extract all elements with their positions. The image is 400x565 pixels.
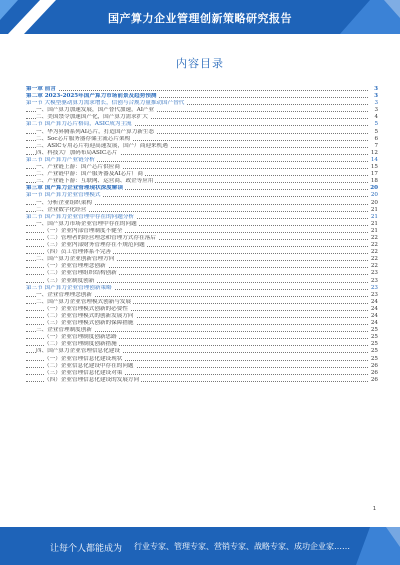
toc-entry-page: 20 [370,192,378,199]
toc-entry[interactable] [26,171,378,178]
toc-entry[interactable] [26,235,378,242]
toc-entry-page: 26 [370,362,378,369]
toc-entry-page: 24 [370,305,378,312]
toc-entry[interactable] [26,377,378,384]
toc-entry[interactable] [26,356,378,363]
toc-entry-title: （二）企业信息化建设中存在的问题 [44,362,134,369]
toc-entry-page: 22 [370,263,378,270]
toc-entry-title: （三）企业制度创新 [44,277,95,284]
toc-entry-page: 24 [370,313,378,319]
toc-entry-title: （一）企业管理信息化建设现状 [44,355,123,362]
toc-entry[interactable] [26,249,378,256]
toc-entry-page: 15 [370,164,378,171]
toc-entry[interactable] [26,370,378,377]
toc-entry-title: 三、企业管理制度创新 [36,327,92,334]
toc-entry[interactable] [26,150,378,157]
toc-entry[interactable] [26,299,378,306]
toc-entry-title: （二）管理者的经营理念和管理方式存在落后 [44,234,156,241]
toc-entry[interactable] [26,93,378,100]
toc-entry-page: 21 [370,220,378,227]
toc-entry[interactable] [26,86,378,93]
toc-entry-page: 3 [374,107,378,114]
toc-entry[interactable] [26,348,378,355]
toc-entry-title: 第一章 前言 [26,86,56,92]
toc-entry[interactable] [26,129,378,136]
toc-entry[interactable] [26,320,378,327]
toc-entry-page: 4 [374,114,378,121]
toc-entry-title: 一、国产算力加速发展，国产替代加速，AI产业 [36,107,155,114]
toc-entry[interactable] [26,242,378,249]
toc-entry-title: （四）企业管理信息化建设的发展方向 [44,376,140,383]
toc-entry[interactable] [26,341,378,348]
report-title: 国产算力企业管理创新策略研究报告 [108,12,292,25]
toc-entry[interactable] [26,121,378,128]
toc-entry-page: 26 [370,369,378,376]
toc-entry-title: （二）企业管理模式的创新发展方向 [44,313,134,319]
toc-entry[interactable] [26,214,378,221]
toc-entry-page: 25 [370,327,378,334]
toc-entry[interactable] [26,327,378,334]
toc-entry[interactable] [26,285,378,292]
toc-entry-title: 第二章 2023-2025年国产算力市场前景及趋势预测 [26,93,157,100]
footer-bar [0,527,400,565]
toc-entry[interactable] [26,278,378,285]
toc-entry-title: 一、企业管理理念创新 [36,291,92,298]
toc-entry-page: 12 [370,149,378,156]
toc-entry-page: 7 [374,142,378,149]
toc-entry-page: 26 [370,376,378,383]
toc-entry-page: 24 [370,298,378,305]
toc-entry[interactable] [26,192,378,199]
toc-entry-page: 25 [370,334,378,341]
footer-brand: 让每个人都能成为 [50,544,123,554]
toc-entry-title: 一、华为昇腾系列AI芯片，打造国产算力新生态 [36,128,155,135]
toc-entry-page: 22 [370,249,378,256]
toc-entry[interactable] [26,157,378,164]
toc-entry-page: 22 [370,256,378,263]
toc-entry[interactable] [26,185,378,192]
toc-leader-dots [26,90,368,91]
toc-entry-title: （二）企业管理制度创新措施 [44,341,117,348]
toc-entry-page: 5 [374,128,378,135]
toc-entry[interactable] [26,256,378,263]
toc-entry-title: 二、企业数字化经营 [36,206,87,213]
toc-entry-title: 二、产业链中游：国产服务器及AI芯片厂商 [36,171,143,178]
toc-entry-page: 25 [370,341,378,348]
table-of-contents [26,86,378,384]
toc-entry-page: 23 [370,291,378,298]
toc-entry-page: 24 [370,320,378,327]
toc-entry[interactable] [26,228,378,235]
toc-entry-title: 四、科技大厂加码布局ASIC芯片 [36,149,118,156]
page-number: 1 [372,506,376,512]
toc-entry-page: 3 [374,93,378,100]
toc-entry-page: 21 [370,213,378,220]
toc-entry-title: （一）企业管理制度创新思路 [44,334,117,341]
toc-entry-title: （三）企业管理模式创新的保障措施 [44,320,134,327]
toc-entry-page: 21 [370,206,378,213]
toc-entry-page: 22 [370,234,378,241]
toc-entry[interactable] [26,334,378,341]
toc-entry-title: 四、国产算力企业管理信息化建设 [36,348,120,355]
toc-entry-title: （一）企业管理理念创新 [44,263,106,270]
toc-entry-page: 6 [374,135,378,142]
toc-entry-page: 21 [370,227,378,234]
toc-entry-page: 23 [370,284,378,291]
toc-entry[interactable] [26,143,378,150]
footer-slogan: 行业专家、管理专家、营销专家、战略专家、成功企业家…… [134,542,350,551]
toc-entry[interactable] [26,313,378,320]
toc-entry-page: 20 [370,199,378,206]
toc-entry-page: 3 [374,86,378,92]
toc-entry-page: 14 [370,156,378,163]
toc-entry[interactable] [26,306,378,313]
toc-entry-page: 25 [370,348,378,355]
toc-entry[interactable] [26,292,378,299]
toc-entry-title: 第三章 国产算力企业管理现状深度解读 [26,185,124,192]
toc-entry[interactable] [26,207,378,214]
toc-entry-title: 一、产业链上游：国产芯片供应商 [36,164,120,171]
toc-entry-page: 25 [370,355,378,362]
toc-entry-page: 23 [370,270,378,277]
toc-entry-title: 三、产业链下游：互联网、运营商、政企等应用 [36,178,154,185]
footer-right-decoration [356,527,400,565]
toc-entry-page: 3 [374,100,378,107]
toc-entry-title: （一）企业管理模式创新的必要性 [44,305,128,312]
toc-entry-title: （一）企业内部管理制度不健全 [44,227,123,234]
toc-entry[interactable] [26,107,378,114]
toc-entry-title: 二、美国禁令加速国产化，国产算力需求扩大 [36,114,148,121]
toc-heading: 内容目录 [176,57,224,70]
toc-entry-title: 第二节 国产算力企业管理中存在的问题分析 [26,213,135,220]
toc-entry[interactable] [26,200,378,207]
toc-entry-title: 二、Soc芯片服务器存储主流芯片架构 [36,135,131,142]
toc-entry-title: 第一节 国产算力企业管理模式 [26,192,101,199]
toc-entry-page: 20 [370,185,378,192]
toc-entry[interactable] [26,270,378,277]
toc-entry[interactable] [26,114,378,121]
toc-entry-title: 第三节 国产算力企业管理创新策略 [26,284,112,291]
toc-entry[interactable] [26,221,378,228]
toc-entry-title: 二、国产算力企业创新管理方向 [36,256,115,263]
toc-entry-title: 二、国产算力企业管理模式创新与发展 [36,298,132,305]
toc-entry[interactable] [26,363,378,370]
toc-entry-title: 第三节 国产算力产业链分析 [26,156,95,163]
toc-entry[interactable] [26,263,378,270]
toc-entry-title: （四）员工管理体系不完善 [44,249,112,256]
toc-entry-page: 22 [370,242,378,249]
toc-entry-page: 23 [370,277,378,284]
toc-entry-title: 三、ASIC专用芯片将迎高速发展，国产厂商迎来机遇 [36,142,168,149]
toc-entry[interactable] [26,100,378,107]
toc-entry-title: （二）企业管理组织结构创新 [44,270,117,277]
toc-entry-title: 一、分析企业组织架构 [36,199,92,206]
toc-entry[interactable] [26,136,378,143]
toc-entry-title: 第一节 大模型驱动算力需求增长，信创与合规力量推动国产替代 [26,100,185,107]
toc-entry-page: 18 [370,178,378,185]
toc-entry[interactable] [26,178,378,185]
toc-entry-title: （三）企业管理信息化建设对策 [44,369,123,376]
toc-entry-page: 5 [374,121,378,128]
toc-entry-title: （三）企业内部财务管理存在不规范问题 [44,242,145,249]
toc-entry-title: 一、国产算力市场企业管理中存在的问题 [36,220,137,227]
toc-entry-page: 17 [370,171,378,178]
toc-entry[interactable] [26,164,378,171]
header-bar [0,0,400,34]
header-right-decoration [340,0,400,34]
toc-entry-title: 第二节 国产算力芯片格局，ASIC成为主流 [26,121,132,128]
